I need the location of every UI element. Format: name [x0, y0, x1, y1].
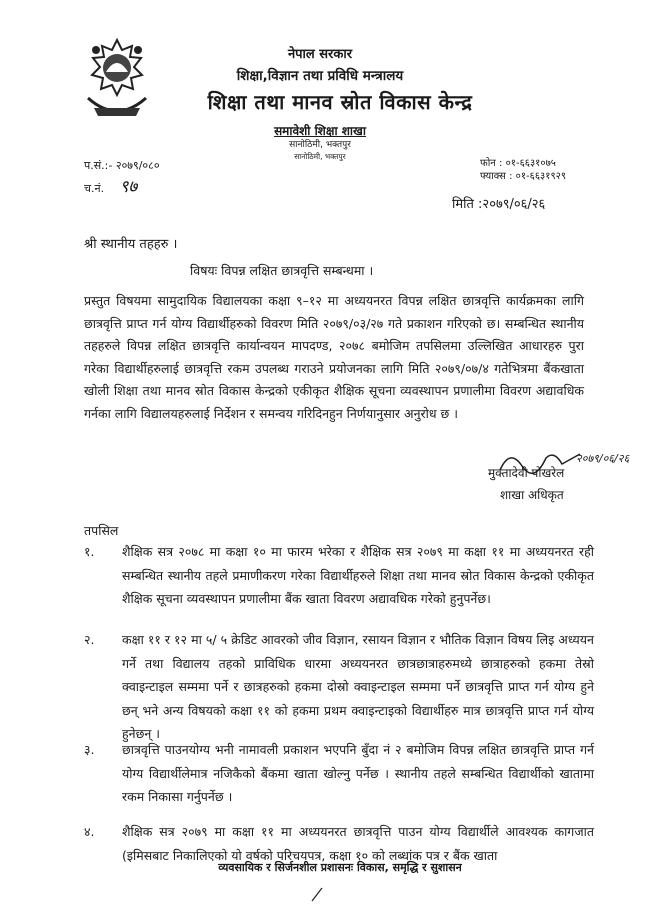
- pen-mark-icon: [310, 886, 324, 902]
- list-item-text: शैक्षिक सत्र २०७९ मा कक्षा ११ मा अध्ययनरत छात्रवृत्ति पाउन योग्य विद्यार्थीले आवश्यक कागजात (इमिसबाट निकालिएको यो वर्षको परिचयपत्र, कक्षा १० को लब्धांक पत्र र बैंक खाता: [122, 824, 594, 863]
- list-item-number: २.: [84, 632, 95, 647]
- list-item: [84, 540, 594, 611]
- government-name: नेपाल सरकार: [287, 47, 353, 62]
- signer-title: शाखा अधिकृत: [500, 488, 564, 502]
- address-line-2: सानोठिमी, भक्तपुर: [294, 152, 346, 161]
- tapasil-heading: तपसिल: [84, 523, 119, 538]
- recipient: श्री स्थानीय तहहरु ।: [84, 237, 178, 252]
- body-paragraph: प्रस्तुत विषयमा सामुदायिक विद्यालयका कक्षा ९–१२ मा अध्ययनरत विपन्न लक्षित छात्रवृत्ति कार्यक्रमका लागि छात्रवृत्ति प्राप्त गर्न योग्य विद्यार्थीहरुको विवरण मिति २०७९/०३/२७ गते प्रकाशन गरिएको छ। सम्बन्धित स्थानीय तहहरुले विपन्न लक्षित छात्रवृत्ति कार्यान्वयन मापदण्ड, २०७८ बमोजिम तपसिलमा उल्लिखित आधारहरु पुरा गरेका विद्यार्थीहरुलाई छात्रवृत्ति रकम उपलब्ध गराउने प्रयोजनका लागि मिति २०७९/०७/४ गतेभित्रमा बैंकखाता खोली शिक्षा तथा मानव स्रोत विकास केन्द्रको एकीकृत शैक्षिक सूचना व्यवस्थापन प्रणालीमा विवरण अद्यावधिक गर्नका लागि विद्यालयहरुलाई निर्देशन र समन्वय गरिदिनहुन निर्णयानुसार अनुरोध छ ।: [84, 293, 584, 421]
- list-item-text: कक्षा ११ र १२ मा ५/ ५ क्रेडिट आवरको जीव विज्ञान, रसायन विज्ञान र भौतिक विज्ञान विषय लिइ अध्ययन गर्ने तथा विद्यालय तहको प्राविधिक धारमा अध्ययनरत छात्रछात्राहरुमध्ये छात्राहरुको हकमा तेस्रो क्वाइन्टाइल सम्ममा पर्ने र छात्रहरुको हकमा दोस्रो क्वाइन्टाइल सम्ममा पर्ने छात्रवृत्ति प्राप्त गर्न योग्य हुने छन् भने अन्य विषयको कक्षा ११ को हकमा प्रथम क्वाइन्टाइको विद्यार्थीहरु मात्र छात्रवृत्ति प्राप्त गर्न योग्य हुनेछन् ।: [122, 632, 594, 741]
- list-item-text: शैक्षिक सत्र २०७८ मा कक्षा १० मा फारम भरेका र शैक्षिक सत्र २०७९ मा कक्षा ११ मा अध्ययनरत रही सम्बन्धित स्थानीय तहले प्रमाणीकरण गरेका विद्यार्थीहरुले शिक्षा तथा मानव स्रोत विकास केन्द्रको एकीकृत शैक्षिक सूचना व्यवस्थापन प्रणालीमा बैंक खाता विवरण अद्यावधिक गरेको हुनुपर्नेछ।: [122, 544, 594, 606]
- list-item-number: १.: [84, 544, 95, 559]
- signature-date: २०७९/०६/२६: [576, 452, 630, 465]
- office-address: [200, 140, 440, 162]
- list-item-number: ३.: [84, 742, 95, 757]
- center-name: शिक्षा तथा मानव स्रोत विकास केन्द्र: [207, 90, 473, 114]
- chalani-number: ९७: [119, 177, 138, 197]
- ministry-name: शिक्षा,विज्ञान तथा प्रविधि मन्त्रालय: [236, 68, 404, 84]
- chalani-label: च.नं.: [84, 182, 105, 195]
- signer-name: मुक्तादेवी पोखरेल: [488, 466, 565, 480]
- patra-sankhya: प.सं.:- २०७९/०८०: [84, 159, 160, 172]
- subject-line: विषयः विपन्न लक्षित छात्रवृत्ति सम्बन्धमा ।: [190, 263, 374, 278]
- footer-slogan: व्यवसायिक र सिर्जनशील प्रशासनः विकास, समृद्धि र सुशासन: [218, 861, 462, 874]
- nepal-emblem-icon: [76, 36, 158, 128]
- fax-number: फ्याक्स : ०१-६६३१९२९: [480, 171, 567, 182]
- list-item-number: ४.: [84, 824, 95, 839]
- letter-date: मिति :२०७९/०६/२६: [452, 197, 546, 212]
- branch-name: समावेशी शिक्षा शाखा: [274, 124, 366, 138]
- list-item: [84, 738, 594, 809]
- chalani-number-row: [84, 174, 137, 197]
- address-line-1: सानोठिमी, भक्तपुर: [289, 140, 351, 150]
- phone-number: फोन : ०१-६६३१०७५: [480, 158, 556, 169]
- list-item-text: छात्रवृत्ति पाउनयोग्य भनी नामावली प्रकाशन भएपनि बुँदा नं २ बमोजिम विपन्न लक्षित छात्रवृत्ति प्राप्त गर्न योग्य विद्यार्थीलेमात्र नजिकैको बैंकमा खाता खोल्नु पर्नेछ । स्थानीय तहले सम्बन्धित विद्यार्थीको खातामा रकम निकासा गर्नुपर्नेछ ।: [122, 742, 594, 804]
- list-item: [84, 628, 594, 746]
